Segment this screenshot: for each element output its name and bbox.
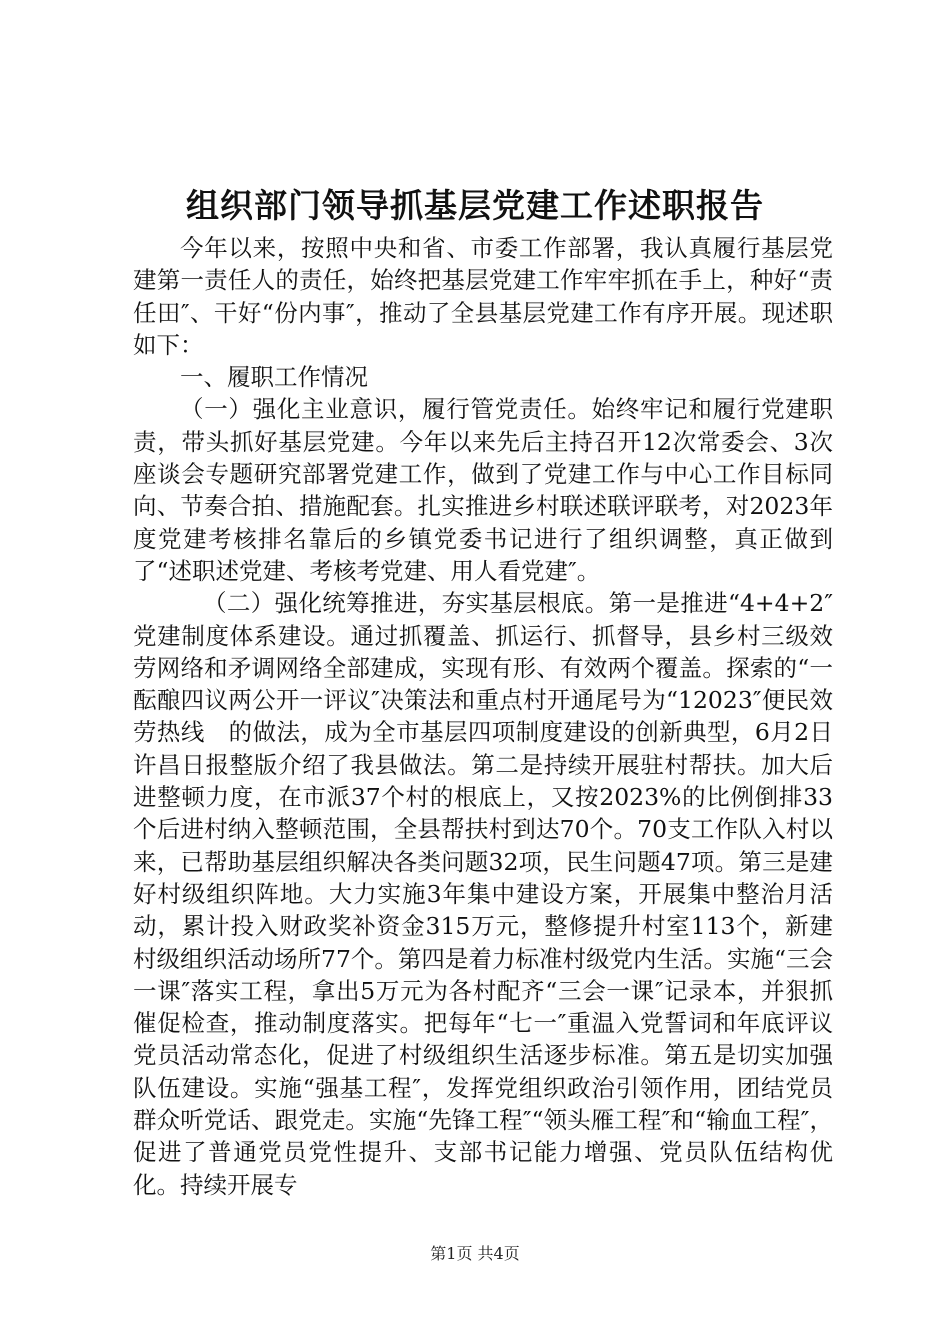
subsection-1-paragraph: （一）强化主业意识，履行管党责任。始终牢记和履行党建职责，带头抓好基层党建。今年以来先后主持召开12次常委会、3次座谈会专题研究部署党建工作，做到了党建工作与中心工作目标同向、节奏合拍、措施配套。扎实推进乡村联述联评联考，对2023年度党建考核排名靠后的乡镇党委书记进行了组织调整，真正做到了“述职述党建、考核考党建、用人看党建″。 <box>133 395 833 585</box>
section-heading: 一、履职工作情况 <box>180 363 368 392</box>
subsection-2-paragraph: （二）强化统筹推进，夯实基层根底。第一是推进“4+4+2″党建制度体系建设。通过抓覆盖、抓运行、抓督导，县乡村三级效劳网络和矛调网络全部建成，实现有形、有效两个覆盖。探索的“一酝酿四议两公开一评议″决策法和重点村开通尾号为“12023″便民效劳热线 的做法，成为全市基层四项制度建设的创新典型，6月2日许昌日报整版介绍了我县做法。第二是持续开展驻村帮扶。加大后进整顿力度，在市派37个村的根底上，又按2023%的比例倒排33个后进村纳入整顿范围，全县帮扶村到达70个。70支工作队入村以来，已帮助基层组织解决各类问题32项，民生问题47项。第三是建好村级组织阵地。大力实施3年集中建设方案，开展集中整治月活动，累计投入财政奖补资金315万元，整修提升村室113个，新建村级组织活动场所77个。第四是着力标准村级党内生活。实施“三会一课″落实工程，拿出5万元为各村配齐“三会一课″记录本，并狠抓催促检查，推动制度落实。把每年“七一″重温入党誓词和年底评议党员活动常态化，促进了村级组织生活逐步标准。第五是切实加强队伍建设。实施“强基工程″，发挥党组织政治引领作用，团结党员群众听党话、跟党走。实施“先锋工程″“领头雁工程″和“输血工程″，促进了普通党员党性提升、支部书记能力增强、党员队伍结构优化。持续开展专 <box>133 589 833 1199</box>
page-footer: 第1页 共4页 <box>430 1244 520 1263</box>
intro-paragraph: 今年以来，按照中央和省、市委工作部署，我认真履行基层党建第一责任人的责任，始终把基层党建工作牢牢抓在手上，种好“责任田″、干好“份内事″，推动了全县基层党建工作有序开展。现述职如下： <box>133 234 833 359</box>
document-body <box>133 232 833 1201</box>
document-title: 组织部门领导抓基层党建工作述职报告 <box>186 186 764 225</box>
